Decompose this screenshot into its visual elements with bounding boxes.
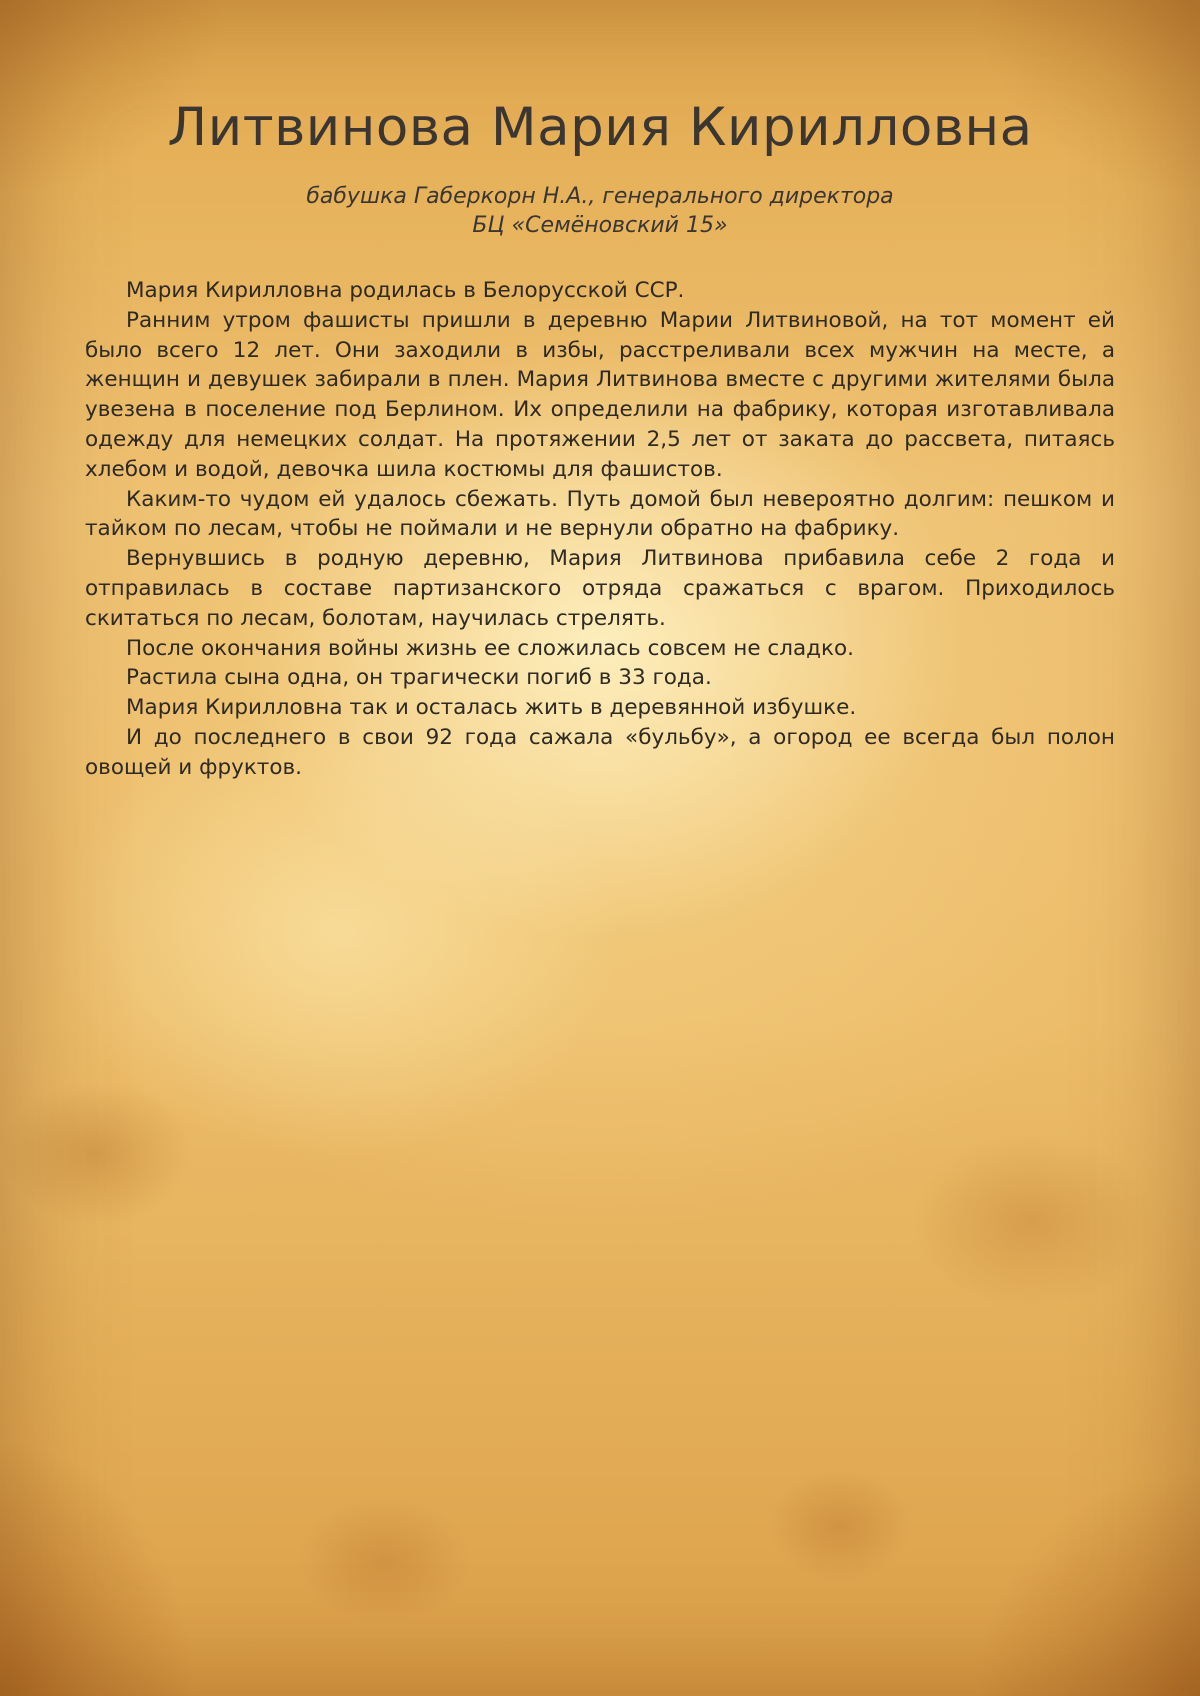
subtitle-line-organization: БЦ «Семёновский 15»	[472, 213, 728, 238]
page-subtitle	[85, 182, 1115, 240]
story-body	[85, 276, 1115, 783]
paragraph-son: Растила сына одна, он трагически погиб в 33 года.	[126, 665, 712, 691]
paragraph-escape: Каким-то чудом ей удалось сбежать. Путь домой был невероятно долгим: пешком и тайком по лесам, чтобы не поймали и не вернули обратно на фабрику.	[85, 486, 1115, 542]
document-page	[85, 88, 1115, 783]
paragraph-village-house: Мария Кирилловна так и осталась жить в деревянной избушке.	[126, 695, 857, 721]
paragraph-garden: И до последнего в свои 92 года сажала «бульбу», а огород ее всегда был полон овощей и фруктов.	[85, 724, 1115, 780]
page-title: Литвинова Мария Кирилловна	[167, 97, 1033, 158]
subtitle-line-relation: бабушка Габеркорн Н.А., генерального директора	[306, 184, 894, 209]
paragraph-after-war: После окончания войны жизнь ее сложилась совсем не сладко.	[126, 635, 855, 661]
paragraph-birth: Мария Кирилловна родилась в Белорусской ССР.	[126, 278, 685, 303]
paragraph-partisans: Вернувшись в родную деревню, Мария Литвинова прибавила себе 2 года и отправилась в составе партизанского отряда сражаться с врагом. Приходилось скитаться по лесам, болотам, научилась стрелять.	[85, 546, 1115, 631]
paragraph-captivity: Ранним утром фашисты пришли в деревню Марии Литвиновой, на тот момент ей было всего 12 лет. Они заходили в избы, расстреливали всех мужчин на месте, а женщин и девушек забирали в плен. Мария Литвинова вместе с другими жителями была увезена в поселение под Берлином. Их определили на фабрику, которая изготавливала одежду для немецких солдат. На протяжении 2,5 лет от заката до рассвета, питаясь хлебом и водой, девочка шила костюмы для фашистов.	[85, 307, 1115, 482]
